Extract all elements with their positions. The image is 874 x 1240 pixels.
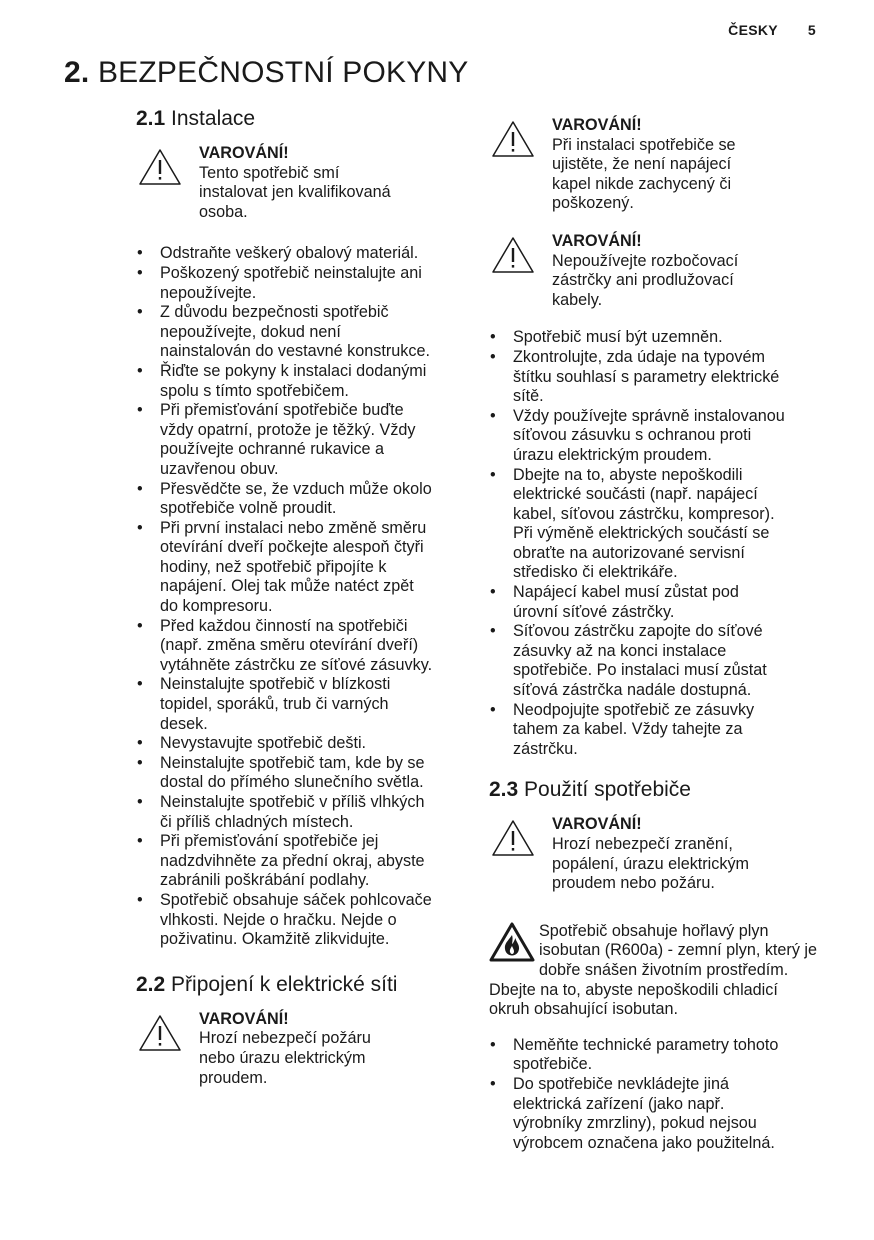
list-line: zabránili poškrábání podlahy. bbox=[160, 871, 370, 890]
list-line: vlhkosti. Nejde o hračku. Nejde o bbox=[160, 910, 397, 929]
bullet-list bbox=[489, 328, 819, 759]
list-item bbox=[136, 617, 466, 676]
list-item bbox=[136, 264, 466, 303]
flammable-line: Dbejte na to, abyste nepoškodili chladicí bbox=[489, 980, 778, 999]
warning-line: kapel nikde zachycený či bbox=[552, 174, 732, 193]
list-item bbox=[489, 466, 819, 584]
list-item bbox=[136, 362, 466, 401]
list-line: tahem za kabel. Vždy tahejte za bbox=[513, 720, 743, 739]
list-line: středisko či elektrikáře. bbox=[513, 563, 678, 582]
list-line: do kompresoru. bbox=[160, 597, 273, 616]
warning-triangle-icon bbox=[138, 1014, 182, 1052]
list-line: • Při přemisťování spotřebiče jej bbox=[160, 832, 379, 851]
list-line: nainstalován do vestavné konstrukce. bbox=[160, 342, 430, 361]
list-item bbox=[136, 480, 466, 519]
list-line: dostal do přímého slunečního světla. bbox=[160, 773, 424, 792]
list-item bbox=[489, 348, 819, 407]
section-number: 2.3 bbox=[489, 778, 519, 802]
warning-box bbox=[489, 116, 819, 214]
warning-title: VAROVÁNÍ! bbox=[552, 116, 642, 134]
list-line: nepoužívejte. bbox=[160, 283, 257, 302]
list-line: vytáhněte zástrčku ze síťové zásuvky. bbox=[160, 655, 433, 674]
list-line: • Nevystavujte spotřebič dešti. bbox=[160, 734, 367, 753]
warning-box bbox=[136, 144, 466, 222]
list-line: • Zkontrolujte, zda údaje na typovém bbox=[513, 347, 765, 366]
section-title-text: Použití spotřebiče bbox=[524, 778, 691, 802]
flammable-note bbox=[489, 922, 819, 1020]
list-line: nepoužívejte, dokud není bbox=[160, 322, 341, 341]
section-title-installation bbox=[136, 106, 466, 132]
list-line: nadzdvihněte za přední okraj, abyste bbox=[160, 851, 425, 870]
list-line: • Napájecí kabel musí zůstat pod bbox=[513, 583, 739, 602]
list-line: • Vždy používejte správně instalovanou bbox=[513, 406, 785, 425]
warning-line: proudem. bbox=[199, 1068, 268, 1087]
warning-title: VAROVÁNÍ! bbox=[199, 1009, 289, 1028]
list-line: výrobcem označena jako použitelná. bbox=[513, 1133, 775, 1152]
list-line: spolu s tímto spotřebičem. bbox=[160, 381, 349, 400]
list-line: • Neměňte technické parametry tohoto bbox=[513, 1035, 779, 1054]
chapter-title bbox=[64, 56, 469, 90]
warning-line: nebo úrazu elektrickým bbox=[199, 1048, 366, 1067]
section-number: 2.2 bbox=[136, 972, 166, 996]
list-line: kabel, síťovou zástrčku, kompresor). bbox=[513, 504, 775, 523]
right-column bbox=[489, 116, 819, 1153]
warning-line: osoba. bbox=[199, 202, 248, 221]
warning-line: Při instalaci spotřebiče se bbox=[552, 135, 736, 154]
warning-line: popálení, úrazu elektrickým bbox=[552, 854, 750, 873]
list-line: topidel, sporáků, trub či varných bbox=[160, 695, 389, 714]
list-line: úrovní síťové zástrčky. bbox=[513, 602, 675, 621]
warning-box bbox=[489, 232, 819, 310]
list-line: používejte ochranné rukavice a bbox=[160, 440, 385, 459]
list-line: elektrické součásti (např. napájecí bbox=[513, 485, 758, 504]
warning-title: VAROVÁNÍ! bbox=[199, 144, 289, 162]
flammable-warning-icon bbox=[489, 922, 535, 962]
list-line: • Poškozený spotřebič neinstalujte ani bbox=[160, 263, 422, 282]
list-line: síťová zástrčka nadále dostupná. bbox=[513, 681, 752, 700]
list-line: • Síťovou zástrčku zapojte do síťové bbox=[513, 622, 763, 641]
list-line: elektrická zařízení (jako např. bbox=[513, 1094, 725, 1113]
warning-title: VAROVÁNÍ! bbox=[552, 231, 642, 250]
list-line: síťovou zásuvku s ochranou proti bbox=[513, 426, 752, 445]
warning-line: Hrozí nebezpečí požáru bbox=[199, 1029, 371, 1048]
list-line: • Při první instalaci nebo změně směru bbox=[160, 518, 427, 537]
list-line: štítku souhlasí s parametry elektrické bbox=[513, 367, 780, 386]
list-item bbox=[489, 583, 819, 622]
list-line: • Neinstalujte spotřebič v blízkosti bbox=[160, 675, 391, 694]
section-title-electrical bbox=[136, 972, 466, 998]
list-line: • Spotřebič obsahuje sáček pohlcovače bbox=[160, 890, 432, 909]
list-line: (např. změna směru otevírání dveří) bbox=[160, 636, 419, 655]
flammable-line: dobře snášen životním prostředím. bbox=[539, 960, 789, 979]
left-column bbox=[136, 106, 466, 1110]
warning-triangle-icon bbox=[491, 819, 535, 857]
list-line: obraťte na autorizované servisní bbox=[513, 543, 745, 562]
flammable-line: okruh obsahující isobutan. bbox=[489, 1000, 678, 1019]
list-item bbox=[489, 407, 819, 466]
chapter-title-text: BEZPEČNOSTNÍ POKYNY bbox=[97, 56, 469, 89]
warning-box bbox=[136, 1010, 466, 1088]
warning-title: VAROVÁNÍ! bbox=[552, 815, 642, 834]
warning-line: poškozený. bbox=[552, 194, 634, 213]
list-line: zástrčku. bbox=[513, 739, 578, 758]
list-line: sítě. bbox=[513, 387, 544, 406]
list-line: výrobníky zmrzliny), pokud nejsou bbox=[513, 1114, 757, 1133]
flammable-line: isobutan (R600a) - zemní plyn, který je bbox=[539, 941, 818, 960]
warning-line: ujistěte, že není napájecí bbox=[552, 155, 732, 174]
list-line: úrazu elektrickým proudem. bbox=[513, 445, 712, 464]
chapter-number: 2. bbox=[64, 56, 90, 89]
list-item bbox=[136, 303, 466, 362]
list-line: • Neodpojujte spotřebič ze zásuvky bbox=[513, 700, 755, 719]
header-language: ČESKY bbox=[728, 22, 778, 38]
list-line: • Neinstalujte spotřebič v příliš vlhkých bbox=[160, 793, 425, 811]
section-title-usage bbox=[489, 777, 819, 803]
list-line: • Do spotřebiče nevkládejte jiná bbox=[513, 1074, 729, 1093]
list-line: • Řiďte se pokyny k instalaci dodanými bbox=[160, 361, 427, 380]
list-line: poživatinu. Okamžitě zlikvidujte. bbox=[160, 930, 390, 949]
list-line: zásuvky až na konci instalace bbox=[513, 641, 727, 660]
list-line: hodiny, než spotřebič připojíte k bbox=[160, 557, 387, 576]
list-item bbox=[489, 1075, 819, 1153]
warning-line: instalovat jen kvalifikovaná bbox=[199, 183, 391, 202]
list-line: otevírání dveří počkejte alespoň čtyři bbox=[160, 538, 424, 557]
warning-line: Tento spotřebič smí bbox=[199, 163, 340, 182]
warning-triangle-icon bbox=[138, 148, 182, 186]
list-item bbox=[136, 832, 466, 891]
list-line: spotřebiče. Po instalaci musí zůstat bbox=[513, 661, 767, 680]
list-line: • Spotřebič musí být uzemněn. bbox=[513, 328, 723, 347]
warning-line: Nepoužívejte rozbočovací bbox=[552, 251, 739, 270]
header-page-number: 5 bbox=[807, 22, 816, 38]
warning-line: zástrčky ani prodlužovací bbox=[552, 271, 734, 290]
list-item bbox=[136, 891, 466, 950]
list-item bbox=[136, 401, 466, 479]
list-item bbox=[136, 519, 466, 617]
list-line: • Neinstalujte spotřebič tam, kde by se bbox=[160, 753, 425, 772]
list-item bbox=[136, 244, 466, 264]
warning-line: kabely. bbox=[552, 290, 603, 309]
list-line: desek. bbox=[160, 714, 208, 733]
list-line: • Z důvodu bezpečnosti spotřebič bbox=[160, 303, 389, 322]
warning-triangle-icon bbox=[491, 120, 535, 158]
list-item bbox=[136, 675, 466, 734]
list-line: spotřebiče volně proudit. bbox=[160, 499, 337, 518]
list-line: napájení. Olej tak může natéct zpět bbox=[160, 577, 414, 596]
warning-box bbox=[489, 815, 819, 893]
list-item bbox=[136, 793, 466, 832]
list-line: • Odstraňte veškerý obalový materiál. bbox=[160, 244, 419, 263]
list-line: spotřebiče. bbox=[513, 1055, 593, 1074]
list-line: • Přesvědčte se, že vzduch může okolo bbox=[160, 479, 432, 498]
warning-triangle-icon bbox=[491, 236, 535, 274]
list-line: • Dbejte na to, abyste nepoškodili bbox=[513, 465, 743, 484]
list-line: či příliš chladných místech. bbox=[160, 812, 354, 831]
list-line: vždy opatrní, protože je těžký. Vždy bbox=[160, 420, 416, 439]
list-item bbox=[489, 1036, 819, 1075]
list-item bbox=[489, 622, 819, 700]
warning-line: proudem nebo požáru. bbox=[552, 874, 715, 893]
list-line: uzavřenou obuv. bbox=[160, 459, 279, 478]
flammable-line: Spotřebič obsahuje hořlavý plyn bbox=[539, 921, 769, 940]
section-title-text: Instalace bbox=[171, 107, 256, 130]
section-number: 2.1 bbox=[136, 107, 166, 130]
list-item bbox=[136, 754, 466, 793]
list-item bbox=[489, 701, 819, 760]
list-line: • Při přemisťování spotřebiče buďte bbox=[160, 401, 404, 420]
list-line: Při výměně elektrických součástí se bbox=[513, 524, 770, 543]
list-item bbox=[136, 734, 466, 754]
list-item bbox=[489, 328, 819, 348]
page-header bbox=[698, 22, 816, 38]
list-line: • Před každou činností na spotřebiči bbox=[160, 616, 408, 635]
bullet-list bbox=[489, 1036, 819, 1154]
bullet-list bbox=[136, 244, 466, 949]
section-title-text: Připojení k elektrické síti bbox=[171, 972, 398, 996]
warning-line: Hrozí nebezpečí zranění, bbox=[552, 835, 733, 853]
